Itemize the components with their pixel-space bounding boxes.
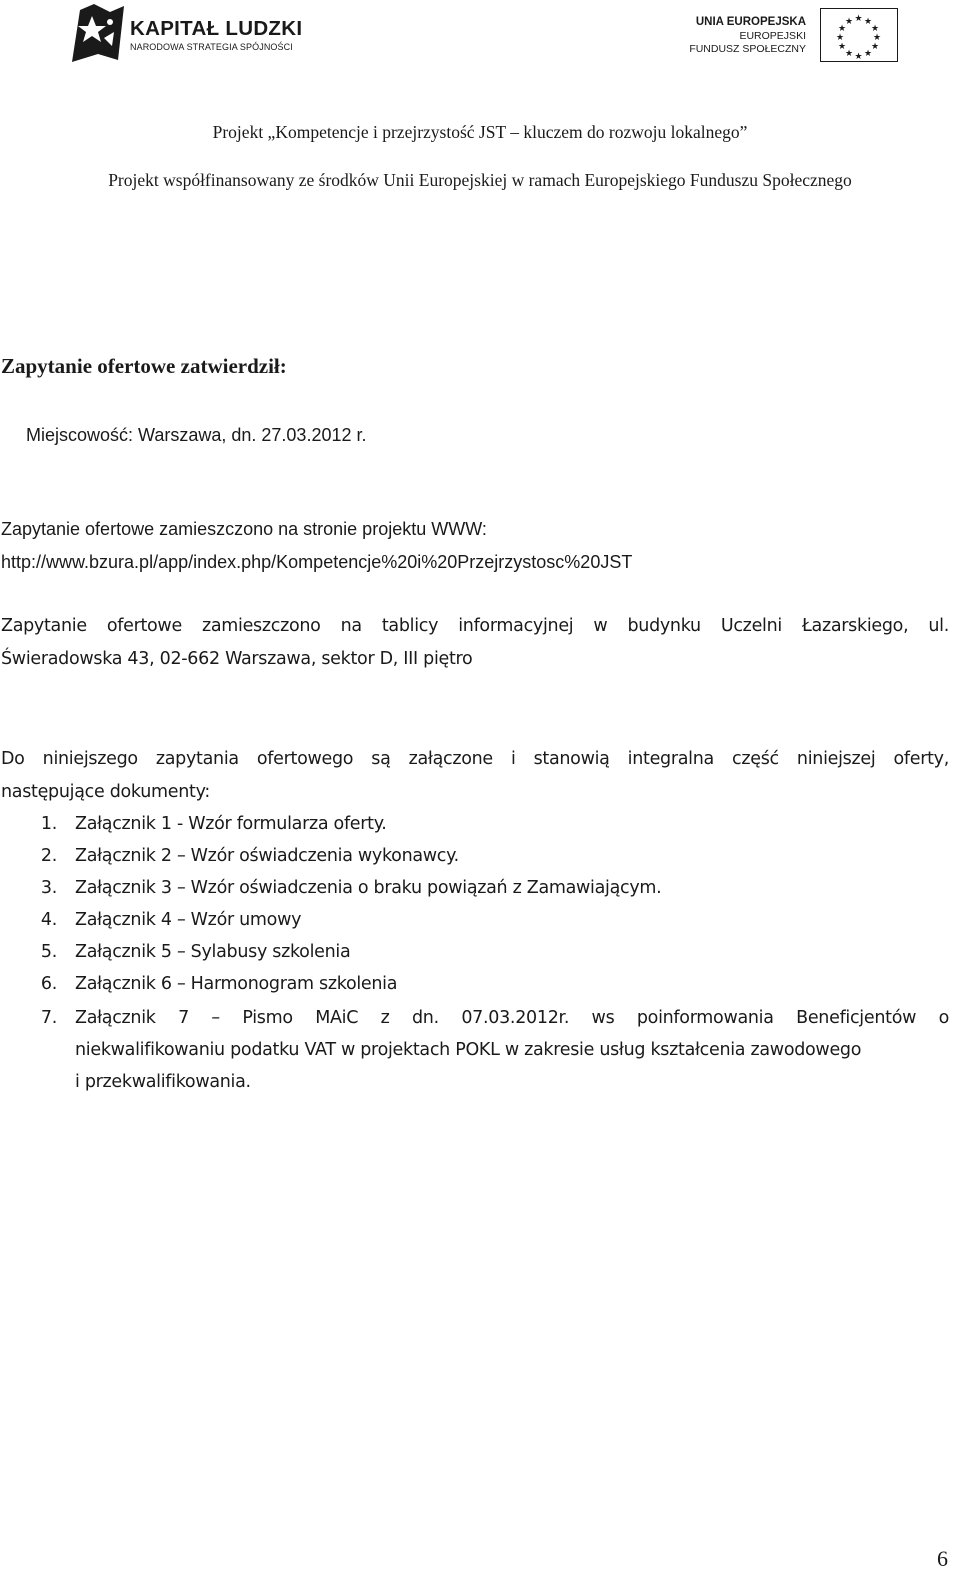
svg-text:★: ★ (844, 49, 854, 59)
list-item-number: 6. (40, 974, 57, 994)
www-label: Zapytanie ofertowe zamieszczono na stronie projektu WWW: (1, 519, 487, 539)
svg-text:★: ★ (835, 33, 845, 43)
eu-line-3: FUNDUSZ SPOŁECZNY (689, 43, 806, 55)
list-item-number: 4. (40, 910, 57, 930)
svg-text:★: ★ (870, 24, 880, 34)
list-item: Załącznik 6 – Harmonogram szkolenia (75, 974, 398, 994)
list-item-number: 3. (40, 878, 57, 898)
list-item: Załącznik 3 – Wzór oświadczenia o braku powiązań z Zamawiającym. (75, 878, 662, 898)
eu-flag-icon (820, 8, 898, 62)
eu-line-2: EUROPEJSKI (739, 30, 806, 42)
list-item-continuation: niekwalifikowaniu podatku VAT w projektach POKL w zakresie usług kształcenia zawodowego (75, 1040, 862, 1060)
attachments-intro-line-1: Do niniejszego zapytania ofertowego są załączone i stanowią integralna część niniejszej oferty, (1, 749, 949, 769)
svg-text:★: ★ (837, 42, 847, 52)
list-item-number: 1. (40, 814, 57, 834)
page-number: 6 (937, 1546, 948, 1571)
list-item-number: 2. (40, 846, 57, 866)
list-item: Załącznik 2 – Wzór oświadczenia wykonawcy. (75, 846, 459, 866)
svg-text:★: ★ (863, 49, 873, 59)
board-line-2: Świeradowska 43, 02-662 Warszawa, sektor D, III piętro (1, 649, 473, 669)
eu-line-1: UNIA EUROPEJSKA (695, 16, 806, 28)
approval-heading: Zapytanie ofertowe zatwierdził: (1, 354, 287, 378)
svg-text:★: ★ (854, 52, 863, 60)
list-item: Załącznik 4 – Wzór umowy (75, 910, 302, 930)
project-title: Projekt „Kompetencje i przejrzystość JST – kluczem do rozwoju lokalnego” (212, 122, 748, 142)
kapital-ludzki-title: KAPITAŁ LUDZKI (130, 17, 303, 40)
kapital-ludzki-logo (70, 2, 303, 64)
list-item-number: 5. (40, 942, 57, 962)
kapital-ludzki-emblem-icon (70, 2, 126, 64)
kapital-ludzki-subtitle: NARODOWA STRATEGIA SPÓJNOŚCI (130, 42, 293, 52)
svg-text:★: ★ (870, 42, 880, 52)
board-line-1: Zapytanie ofertowe zamieszczono na tablicy informacyjnej w budynku Uczelni Łazarskiego, ul. (1, 616, 949, 636)
eu-logo-text (689, 14, 806, 56)
eu-logo (689, 8, 898, 64)
place-and-date: Miejscowość: Warszawa, dn. 27.03.2012 r. (26, 425, 367, 445)
list-item: Załącznik 1 - Wzór formularza oferty. (75, 814, 387, 834)
list-item: Załącznik 5 – Sylabusy szkolenia (75, 942, 351, 962)
attachments-intro-line-2: następujące dokumenty: (1, 782, 210, 802)
www-url-link[interactable]: http://www.bzura.pl/app/index.php/Kompetencje%20i%20Przejrzystosc%20JST (1, 552, 633, 572)
list-item-number: 7. (40, 1008, 57, 1028)
svg-text:★: ★ (844, 17, 854, 27)
list-item: Załącznik 7 – Pismo MAiC z dn. 07.03.2012r. ws poinformowania Beneficjentów o (75, 1008, 949, 1028)
list-item-continuation: i przekwalifikowania. (75, 1072, 251, 1092)
svg-text:★: ★ (863, 17, 873, 27)
svg-text:★: ★ (872, 33, 882, 43)
svg-text:★: ★ (854, 14, 863, 24)
svg-text:★: ★ (837, 24, 847, 34)
project-funding: Projekt współfinansowany ze środków Unii Europejskiej w ramach Europejskiego Funduszu Społecznego (108, 170, 852, 190)
